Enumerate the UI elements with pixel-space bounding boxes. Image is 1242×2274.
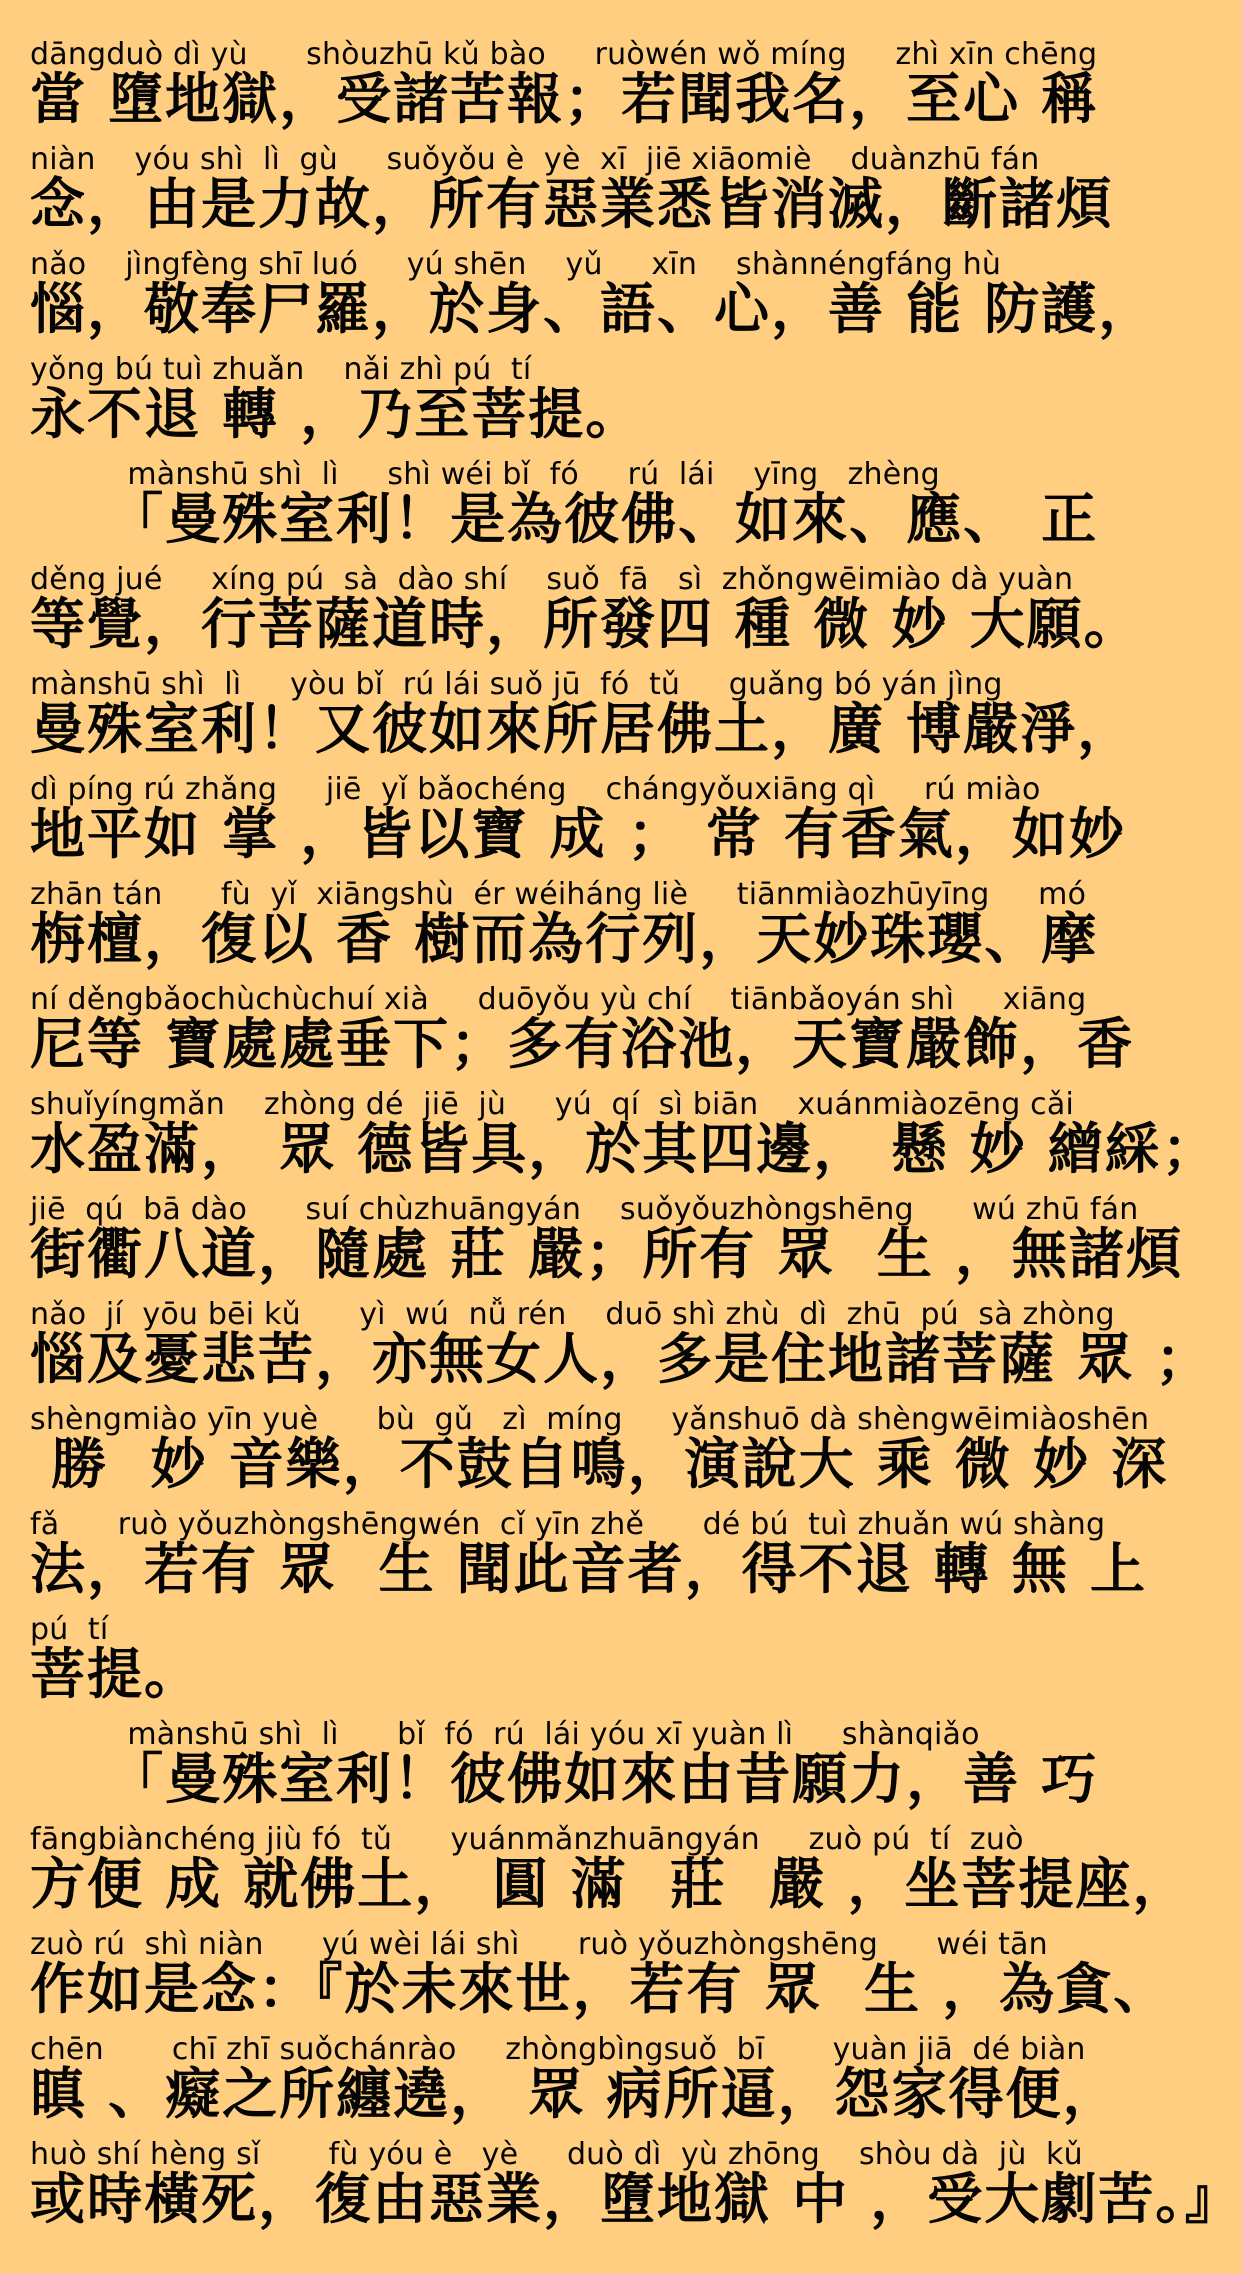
pinyin-line: huò shí hèng sǐ fù yóu è yè duò dì yù zhōng shòu dà jù kǔ [30,2137,1083,2172]
hanzi-line: 方便 成 就佛土， 圓 滿 莊 嚴 ，坐菩提座， [30,1852,1190,1916]
pinyin-line: mànshū shì lì shì wéi bǐ fó rú lái yīng zhèng [30,457,940,492]
hanzi-line: 作如是念：『於未來世，若有 眾 生 ，為貪、 [30,1957,1171,2021]
pinyin-line: shèngmiào yīn yuè bù gǔ zì míng yǎnshuō dà shèngwēimiàoshēn [30,1402,1150,1437]
hanzi-line: 菩提。 [30,1642,202,1706]
hanzi-line: 街衢八道，隨處 莊 嚴；所有 眾 生 ，無諸煩 [30,1222,1183,1286]
pinyin-line: yǒng bú tuì zhuǎn nǎi zhì pú tí [30,352,532,387]
hanzi-line: 栴檀，復以 香 樹而為行列，天妙珠瓔、摩 [30,907,1099,971]
pinyin-line: zhān tán fù yǐ xiāngshù ér wéiháng liè tiānmiàozhūyīng mó [30,877,1087,912]
hanzi-line: 「曼殊室利！彼佛如來由昔願力，善 巧 [30,1747,1099,1811]
pinyin-line: děng jué xíng pú sà dào shí suǒ fā sì zhǒngwēimiào dà yuàn [30,562,1074,597]
hanzi-line: 水盈滿， 眾 德皆具，於其四邊， 懸 妙 繒綵； [30,1117,1219,1181]
pinyin-line: chēn chī zhī suǒchánrào zhòngbìngsuǒ bī yuàn jiā dé biàn [30,2032,1086,2067]
hanzi-line: 永不退 轉 ，乃至菩提。 [30,382,643,446]
pinyin-line: dì píng rú zhǎng jiē yǐ bǎochéng chángyǒuxiāng qì rú miào [30,772,1041,807]
hanzi-line: 惱及憂悲苦，亦無女人，多是住地諸菩薩 眾 ； [30,1327,1213,1391]
hanzi-line: 或時橫死，復由惡業，墮地獄 中 ，受大劇苦。』 [30,2167,1242,2231]
pinyin-line: nǎo jìngfèng shī luó yú shēn yǔ xīn shànnéngfáng hù [30,247,1002,282]
hanzi-line: 尼等 寶處處垂下；多有浴池，天寶嚴飾，香 [30,1012,1135,1076]
hanzi-line: 瞋 、癡之所纏遶， 眾 病所逼，怨家得便， [30,2062,1120,2126]
pinyin-line: mànshū shì lì bǐ fó rú lái yóu xī yuàn lì shànqiǎo [30,1717,980,1752]
hanzi-line: 念，由是力故，所有惡業悉皆消滅，斷諸煩 [30,172,1114,236]
hanzi-line: 當 墮地獄，受諸苦報；若聞我名，至心 稱 [30,67,1099,131]
pinyin-line: dāngduò dì yù shòuzhū kǔ bào ruòwén wǒ míng zhì xīn chēng [30,37,1098,72]
hanzi-line: 惱，敬奉尸羅，於身、語、心，善 能 防護， [30,277,1156,341]
hanzi-line: 等覺，行菩薩道時，所發四 種 微 妙 大願。 [30,592,1141,656]
pinyin-line: nǎo jí yōu bēi kǔ yì wú nǚ rén duō shì zhù dì zhū pú sà zhòng [30,1297,1115,1332]
pinyin-line: niàn yóu shì lì gù suǒyǒu è yè xī jiē xiāomiè duànzhū fán [30,142,1040,177]
pinyin-line: ní děngbǎochùchùchuí xià duōyǒu yù chí tiānbǎoyán shì xiāng [30,982,1087,1017]
pinyin-line: mànshū shì lì yòu bǐ rú lái suǒ jū fó tǔ guǎng bó yán jìng [30,667,1003,702]
pinyin-line: fāngbiànchéng jiù fó tǔ yuánmǎnzhuāngyán zuò pú tí zuò [30,1822,1024,1857]
hanzi-line: 勝 妙 音樂，不鼓自鳴，演說大 乘 微 妙 深 [30,1432,1169,1496]
pinyin-line: shuǐyíngmǎn zhòng dé jiē jù yú qí sì biān xuánmiàozēng cǎi [30,1087,1074,1122]
pinyin-line: pú tí [30,1612,109,1647]
pinyin-line: fǎ ruò yǒuzhòngshēngwén cǐ yīn zhě dé bú tuì zhuǎn wú shàng [30,1507,1106,1542]
hanzi-line: 「曼殊室利！是為彼佛、如來、應、 正 [30,487,1099,551]
hanzi-line: 法，若有 眾 生 聞此音者，得不退 轉 無 上 [30,1537,1148,1601]
pinyin-line: zuò rú shì niàn yú wèi lái shì ruò yǒuzhòngshēng wéi tān [30,1927,1048,1962]
hanzi-line: 地平如 掌 ，皆以寶 成 ； 常 有香氣，如妙 [30,802,1126,866]
pinyin-line: jiē qú bā dào suí chùzhuāngyán suǒyǒuzhòngshēng wú zhū fán [30,1192,1139,1227]
hanzi-line: 曼殊室利！又彼如來所居佛土，廣 博嚴淨， [30,697,1135,761]
